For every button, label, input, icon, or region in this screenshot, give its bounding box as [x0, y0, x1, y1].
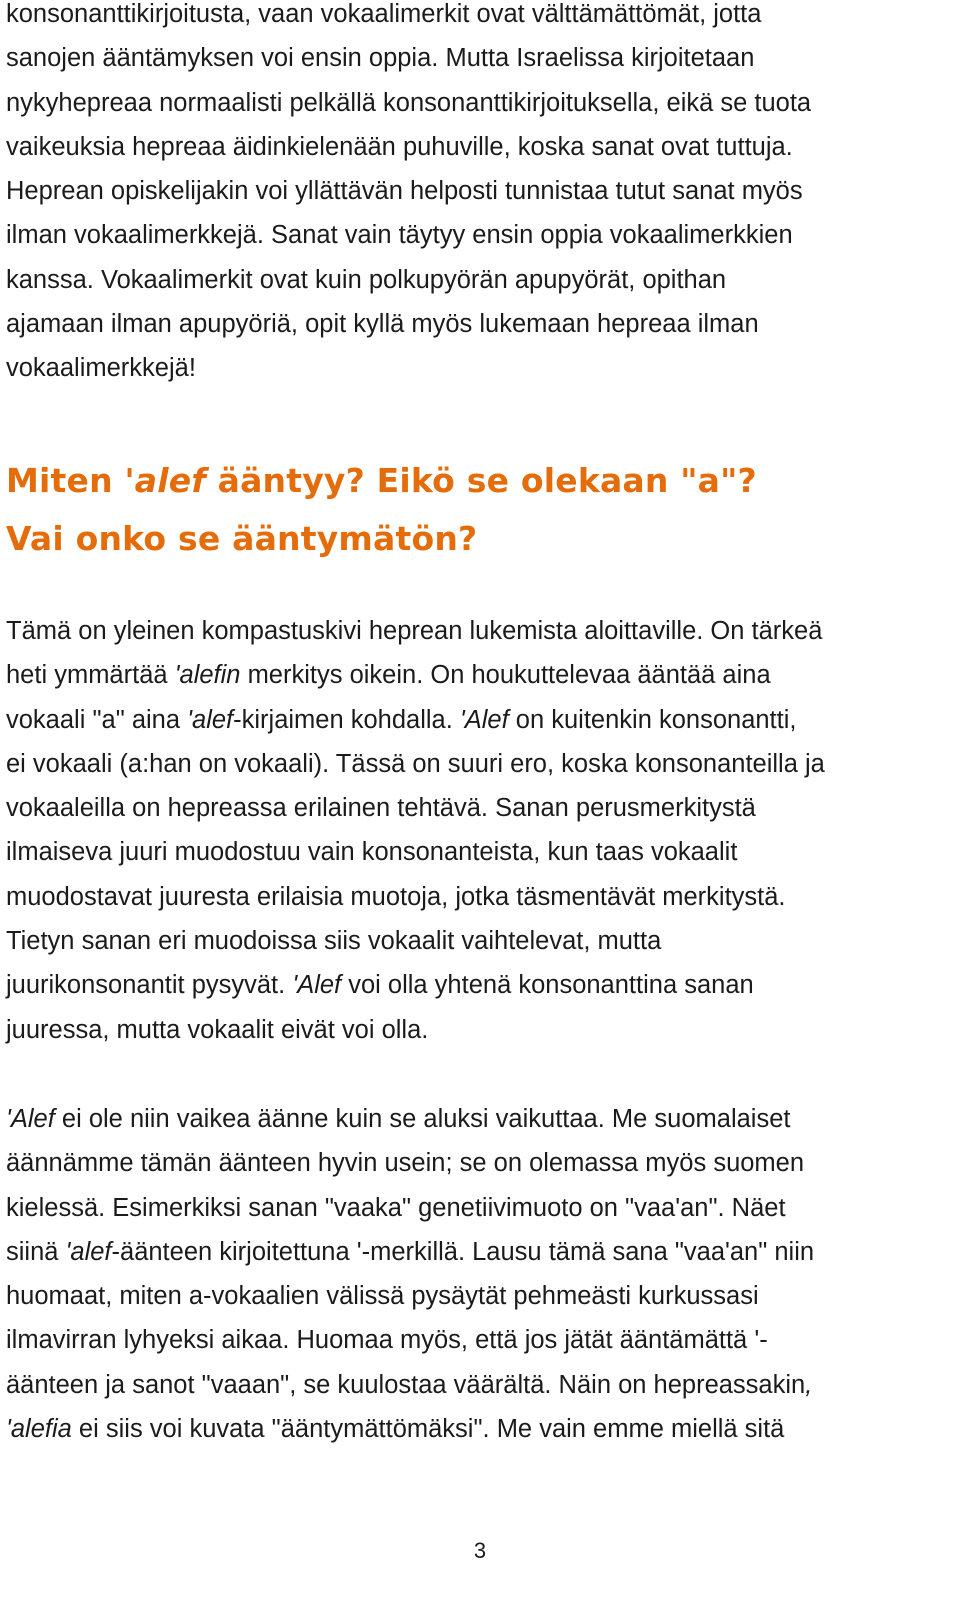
- text-line: sanojen ääntämyksen voi ensin oppia. Mutta Israelissa kirjoitetaan: [6, 44, 755, 73]
- italic-term: 'alef: [65, 1237, 112, 1266]
- text-run: ei siis voi kuvata "ääntymättömäksi". Me vain emme miellä sitä: [71, 1415, 785, 1444]
- paragraph-alef-meaning: [6, 609, 946, 1052]
- text-line: [6, 653, 946, 697]
- heading-line: Vai onko se ääntymätön?: [6, 519, 478, 558]
- paragraph-alef-sound: [6, 1097, 946, 1451]
- text-line: ilmavirran lyhyeksi aikaa. Huomaa myös, että jos jätät ääntämättä '-: [6, 1326, 768, 1355]
- italic-term: 'alefin: [174, 661, 241, 690]
- text-run: siinä: [6, 1237, 66, 1266]
- text-run: äänteen ja sanot "vaaan", se kuulostaa väärältä. Näin on hepreassakin: [6, 1370, 806, 1399]
- text-line: [6, 1230, 946, 1274]
- text-line: Tämä on yleinen kompastuskivi heprean lukemista aloittaville. On tärkeä: [6, 617, 823, 645]
- heading-italic-term: 'alef: [124, 461, 206, 500]
- text-line: ilman vokaalimerkkejä. Sanat vain täytyy ensin oppia vokaalimerkkien: [6, 221, 793, 250]
- text-line: vaikeuksia hepreaa äidinkielenään puhuville, koska sanat ovat tuttuja.: [6, 132, 793, 161]
- heading-text: Miten: [6, 461, 125, 500]
- text-run: juurikonsonantit pysyvät.: [6, 971, 293, 1000]
- text-line: ei vokaali (a:han on vokaali). Tässä on suuri ero, koska konsonanteilla ja: [6, 749, 825, 778]
- text-line: muodostavat juuresta erilaisia muotoja, jotka täsmentävät merkitystä.: [6, 882, 786, 911]
- text-line: [6, 698, 946, 742]
- text-line: [6, 1407, 946, 1451]
- text-line: ilmaiseva juuri muodostuu vain konsonanteista, kun taas vokaalit: [6, 838, 738, 867]
- text-line: [6, 1363, 946, 1407]
- text-line: ajamaan ilman apupyöriä, opit kyllä myös lukemaan hepreaa ilman: [6, 310, 759, 339]
- page-number: 3: [473, 1538, 487, 1563]
- italic-term: 'alef: [187, 705, 234, 734]
- text-run: on kuitenkin konsonantti,: [508, 705, 797, 734]
- text-run: heti ymmärtää: [6, 661, 175, 690]
- italic-term: 'Alef: [459, 705, 509, 734]
- text-run: -kirjaimen kohdalla.: [233, 705, 460, 734]
- text-line: vokaaleilla on hepreassa erilainen tehtävä. Sanan perusmerkitystä: [6, 794, 756, 823]
- text-run: merkitys oikein. On houkuttelevaa ääntää aina: [240, 661, 771, 690]
- heading-text: ääntyy? Eikö se olekaan "a"?: [205, 461, 757, 500]
- text-line: Tietyn sanan eri muodoissa siis vokaalit vaihtelevat, mutta: [6, 927, 662, 956]
- section-heading: [6, 452, 946, 568]
- text-line: huomaat, miten a-vokaalien välissä pysäytät pehmeästi kurkussasi: [6, 1282, 759, 1311]
- paragraph-vowel-marks: [6, 0, 946, 391]
- italic-punctuation: ,: [805, 1370, 813, 1399]
- text-line: juuressa, mutta vokaalit eivät voi olla.: [6, 1015, 429, 1044]
- heading-line: [6, 452, 946, 510]
- text-line: kielessä. Esimerkiksi sanan "vaaka" genetiivimuoto on "vaa'an". Näet: [6, 1193, 786, 1222]
- text-run: vokaali "a" aina: [6, 705, 188, 734]
- document-page: [6, 0, 950, 1611]
- italic-term: 'Alef: [292, 971, 342, 1000]
- italic-term: 'alefia: [6, 1415, 72, 1444]
- text-run: ei ole niin vaikea äänne kuin se aluksi vaikuttaa. Me suomalaiset: [54, 1105, 791, 1133]
- text-line: kanssa. Vokaalimerkit ovat kuin polkupyörän apupyörät, opithan: [6, 265, 727, 294]
- text-line: konsonanttikirjoitusta, vaan vokaalimerkit ovat välttämättömät, jotta: [6, 0, 762, 28]
- text-line: vokaalimerkkejä!: [6, 354, 196, 383]
- text-line: Heprean opiskelijakin voi yllättävän helposti tunnistaa tutut sanat myös: [6, 177, 803, 206]
- italic-term: 'Alef: [6, 1105, 55, 1133]
- text-line: [6, 963, 946, 1007]
- text-line: [6, 1097, 946, 1141]
- text-line: nykyhepreaa normaalisti pelkällä konsonanttikirjoituksella, eikä se tuota: [6, 88, 812, 117]
- text-run: -äänteen kirjoitettuna '-merkillä. Lausu tämä sana "vaa'an" niin: [111, 1237, 815, 1266]
- text-run: voi olla yhtenä konsonanttina sanan: [341, 971, 754, 1000]
- text-line: äännämme tämän äänteen hyvin usein; se on olemassa myös suomen: [6, 1149, 805, 1178]
